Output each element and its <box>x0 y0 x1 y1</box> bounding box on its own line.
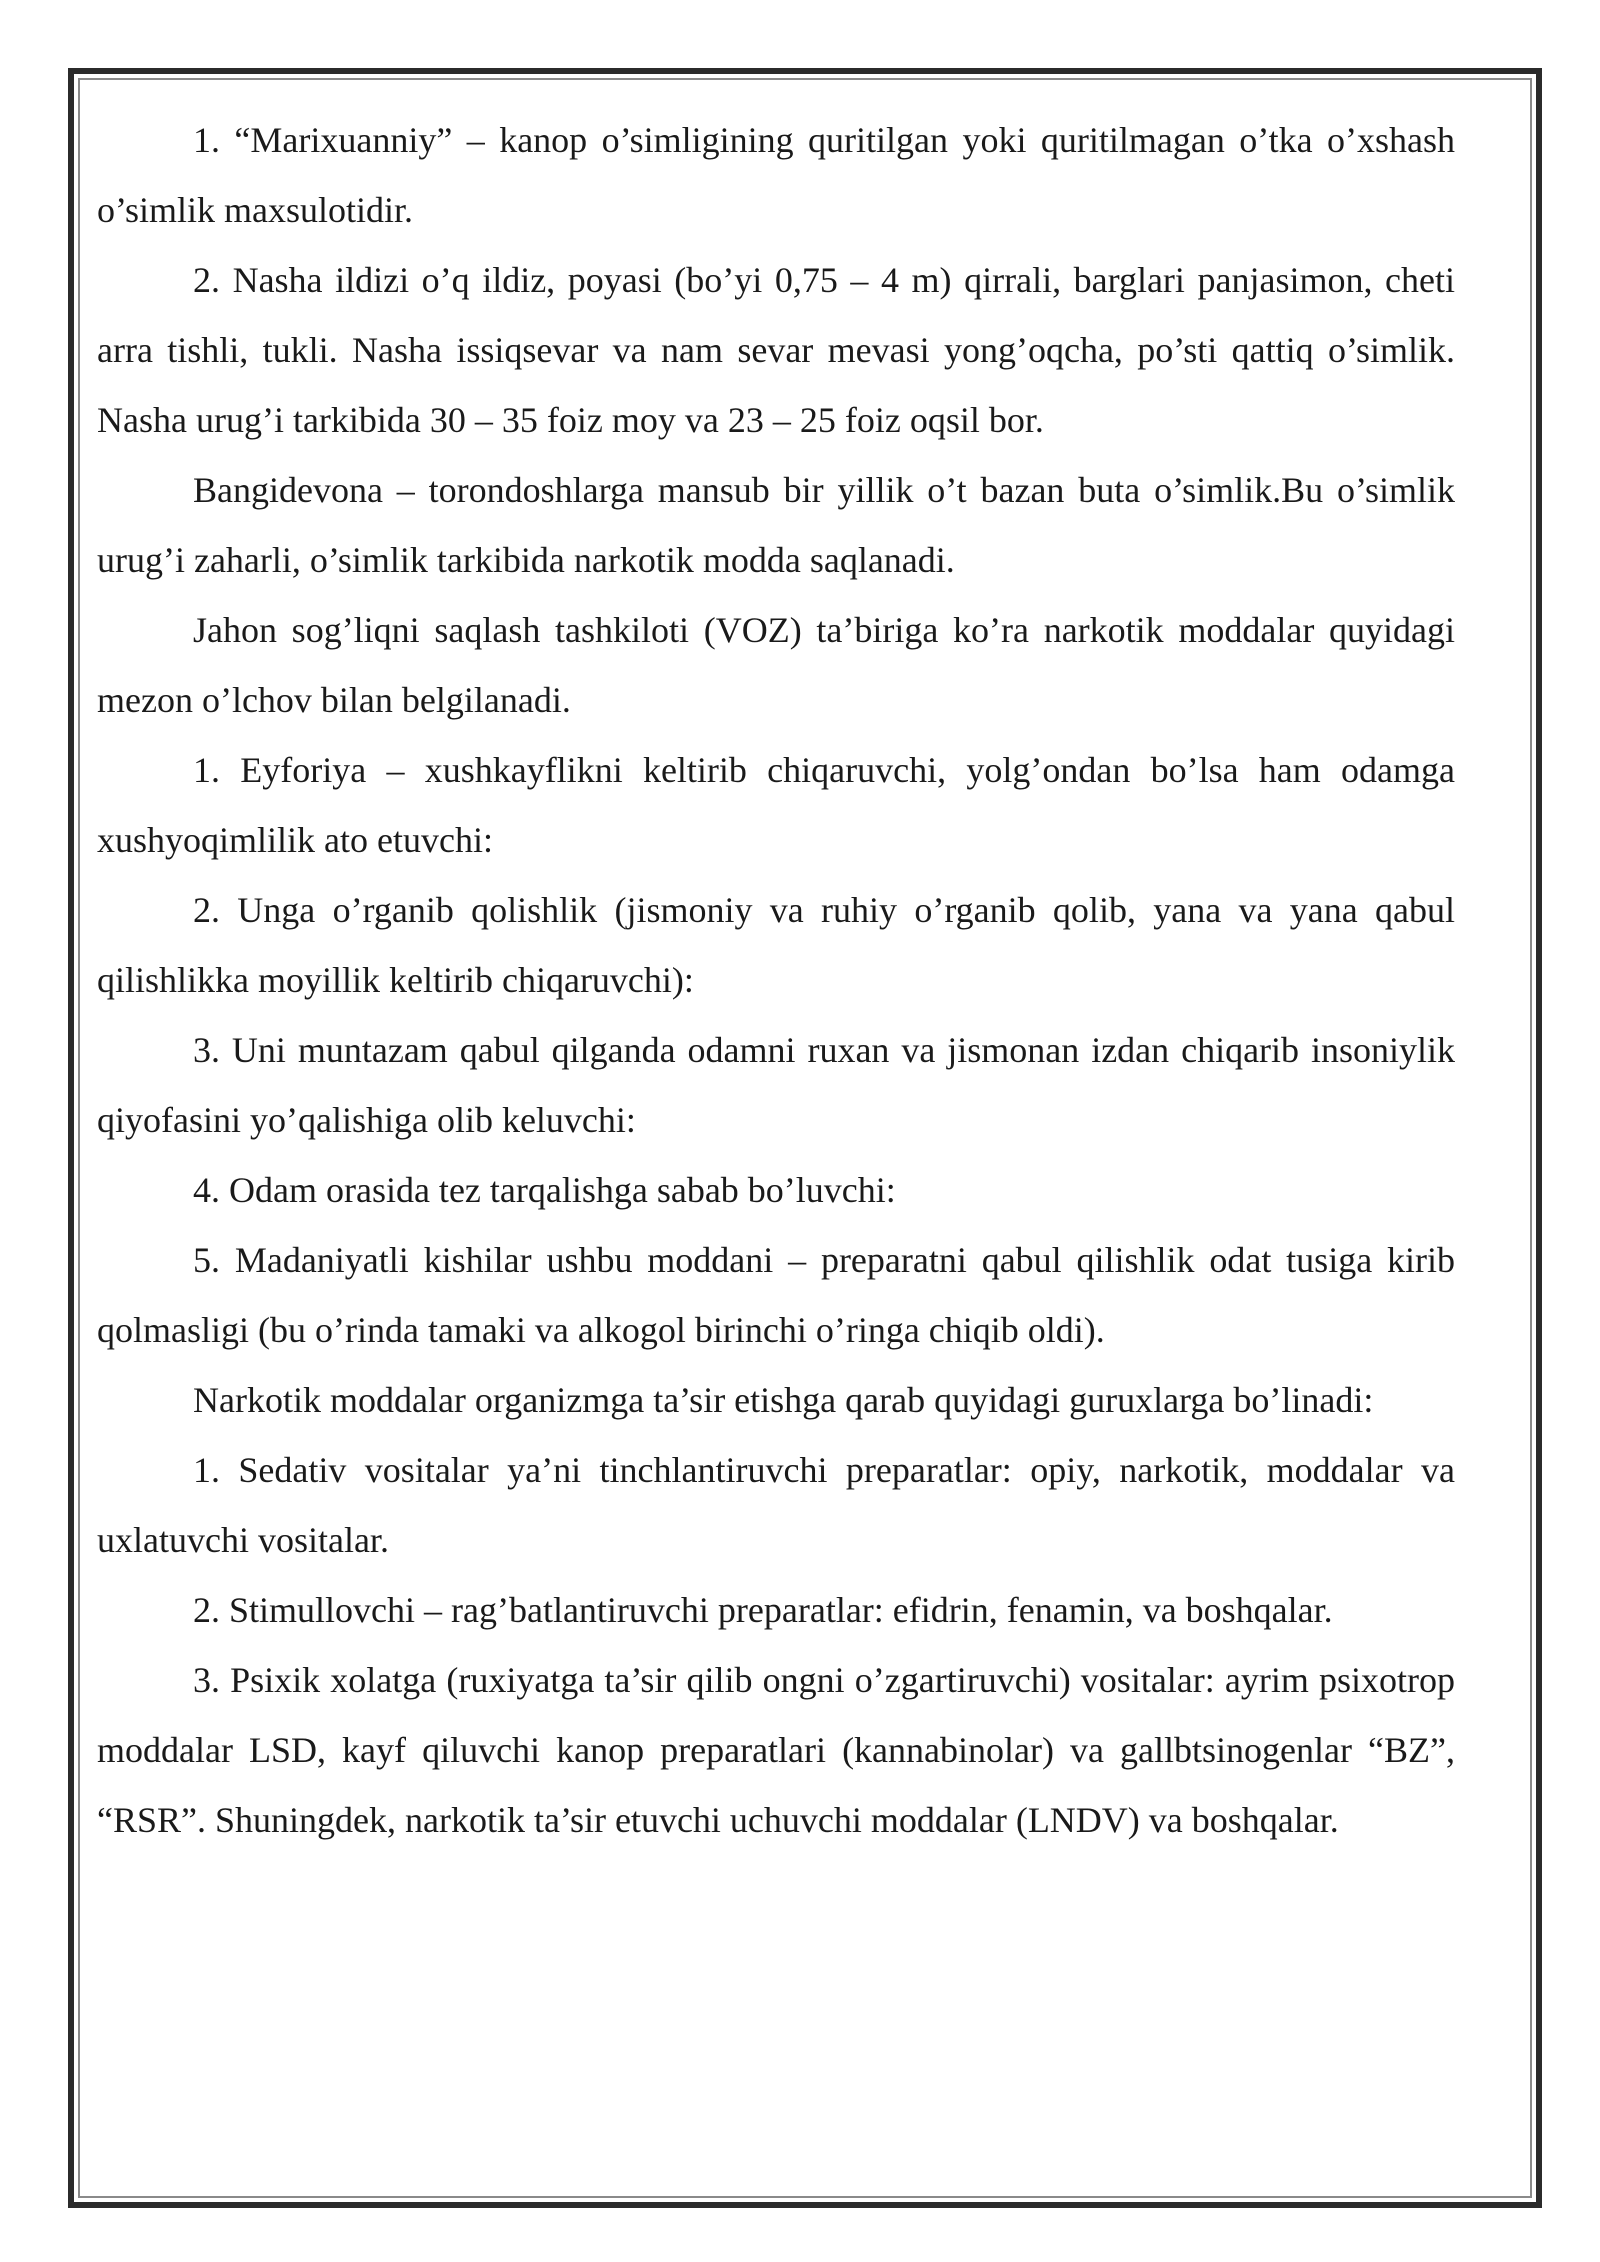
paragraph-guruxlar: Narkotik moddalar organizmga ta’sir etishga qarab quyidagi guruxlarga bo’linadi: <box>193 1380 1374 1420</box>
paragraph-marixuanniy: 1. “Marixuanniy” – kanop o’simligining quritilgan yoki quritilmagan o’tka o’xshash o’simlik maxsulotidir. <box>97 120 1455 230</box>
paragraph-stimullovchi: 2. Stimullovchi – rag’batlantiruvchi preparatlar: efidrin, fenamin, va boshqalar. <box>193 1590 1333 1630</box>
paragraph-psixik: 3. Psixik xolatga (ruxiyatga ta’sir qilib ongni o’zgartiruvchi) vositalar: ayrim psixotrop moddalar LSD, kayf qiluvchi kanop preparatlari (kannabinolar) va gallbtsinogenlar “BZ”, “RSR”. Shuningdek, narkotik ta’sir etuvchi uchuvchi moddalar (LNDV) va boshqalar. <box>97 1660 1455 1840</box>
paragraph-eyforiya: 1. Eyforiya – xushkayflikni keltirib chiqaruvchi, yolg’ondan bo’lsa ham odamga xushyoqimlilik ato etuvchi: <box>97 750 1455 860</box>
paragraph-muntazam: 3. Uni muntazam qabul qilganda odamni ruxan va jismonan izdan chiqarib insoniylik qiyofasini yo’qalishiga olib keluvchi: <box>97 1030 1455 1140</box>
paragraph-organib-qolishlik: 2. Unga o’rganib qolishlik (jismoniy va ruhiy o’rganib qolib, yana va yana qabul qilishlikka moyillik keltirib chiqaruvchi): <box>97 890 1455 1000</box>
paragraph-sedativ: 1. Sedativ vositalar ya’ni tinchlantiruvchi preparatlar: opiy, narkotik, moddalar va uxlatuvchi vositalar. <box>97 1450 1455 1560</box>
paragraph-madaniyatli: 5. Madaniyatli kishilar ushbu moddani – preparatni qabul qilishlik odat tusiga kirib qolmasligi (bu o’rinda tamaki va alkogol birinchi o’ringa chiqib oldi). <box>97 1240 1455 1350</box>
paragraph-nasha: 2. Nasha ildizi o’q ildiz, poyasi (bo’yi 0,75 – 4 m) qirrali, barglari panjasimon, cheti arra tishli, tukli. Nasha issiqsevar va nam sevar mevasi yong’oqcha, po’sti qattiq o’simlik. Nasha urug’i tarkibida 30 – 35 foiz moy va 23 – 25 foiz oqsil bor. <box>97 260 1455 440</box>
paragraph-voz: Jahon sog’liqni saqlash tashkiloti (VOZ) ta’biriga ko’ra narkotik moddalar quyidagi mezon o’lchov bilan belgilanadi. <box>97 610 1455 720</box>
paragraph-tarqalish: 4. Odam orasida tez tarqalishga sabab bo’luvchi: <box>193 1170 896 1210</box>
paragraph-bangidevona: Bangidevona – torondoshlarga mansub bir yillik o’t bazan buta o’simlik.Bu o’simlik urug’i zaharli, o’simlik tarkibida narkotik modda saqlanadi. <box>97 470 1455 580</box>
document-body <box>97 105 1455 1855</box>
